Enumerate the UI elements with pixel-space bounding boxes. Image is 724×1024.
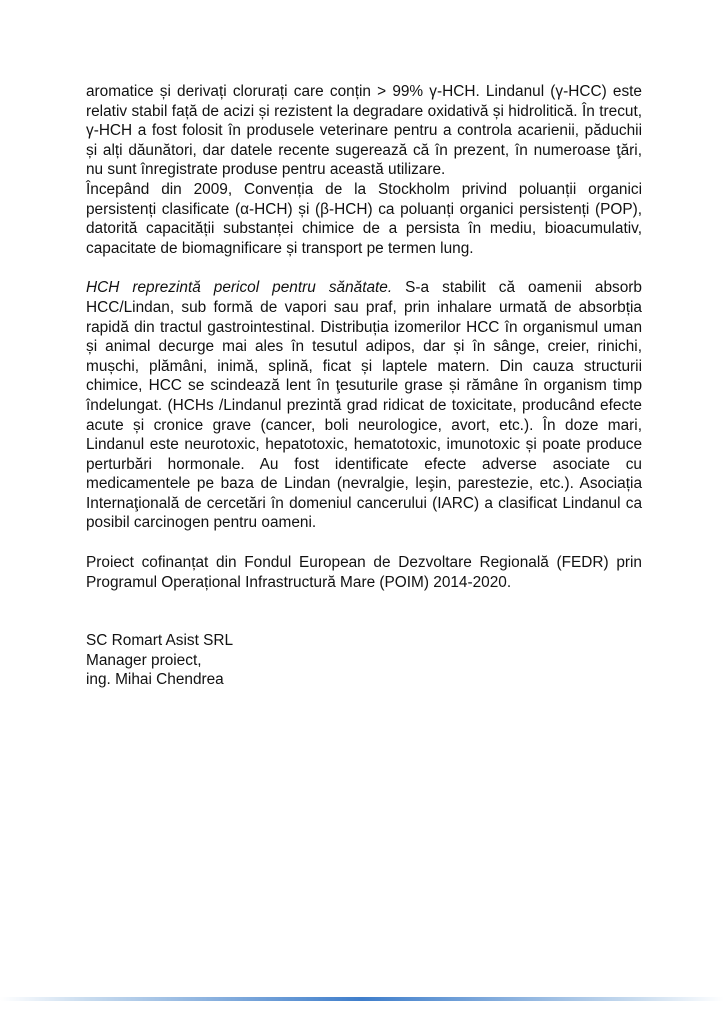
footer-divider xyxy=(0,997,724,1001)
health-risk-lead: HCH reprezintă pericol pentru sănătate. xyxy=(86,279,393,297)
document-page xyxy=(86,82,642,690)
signature-role: Manager proiect, xyxy=(86,651,202,669)
paragraph-stockholm-convention: Începând din 2009, Convenția de la Stockholm privind poluanții organici persistenți clasificate (α-HCH) și (β-HCH) ca poluanți organici persistenți (POP), datorită capacității substanței chimice de a persista în mediu, bioacumulativ, capacitate de biomagnificare și transport pe termen lung. xyxy=(86,180,642,257)
signature-company: SC Romart Asist SRL xyxy=(86,632,234,650)
paragraph-health-risks xyxy=(86,278,642,533)
health-risk-body: S-a stabilit că oamenii absorb HCC/Lindan, sub formă de vapori sau praf, prin inhalare urmată de absorbția rapidă din tractul gastrointestinal. Distribuția izomerilor HCC în organismul uman și animal decurge mai ales în tesutul adipos, dar și în sânge, creier, rinichi, mușchi, plămâni, inimă, splină, ficat și laptele matern. Din cauza structurii chimice, HCC se scindează lent în ţesuturile grase și rămâne în organism timp îndelungat. (HCHs /Lindanul prezintă grad ridicat de toxicitate, producând efecte acute și cronice grave (cancer, boli neurologice, avort, etc.). În doze mari, Lindanul este neurotoxic, hepatotoxic, hematotoxic, imunotoxic și poate produce perturbări hormonale. Au fost identificate efecte adverse asociate cu medicamentele pe baza de Lindan (nevralgie, leşin, parestezie, etc.). Asociația Internaţională de cercetări în domeniul cancerului (IARC) a clasificat Lindanul ca posibil carcinogen pentru oameni. xyxy=(86,279,642,532)
signature-name: ing. Mihai Chendrea xyxy=(86,671,224,689)
signature-block xyxy=(86,631,642,690)
paragraph-funding: Proiect cofinanțat din Fondul European de Dezvoltare Regională (FEDR) prin Programul Operațional Infrastructură Mare (POIM) 2014-2020. xyxy=(86,554,642,591)
paragraph-lindane-properties: aromatice și derivați clorurați care conțin > 99% γ-HCH. Lindanul (γ-HCC) este relativ stabil față de acizi și rezistent la degradare oxidativă și hidrolitică. În trecut, γ-HCH a fost folosit în produsele veterinare pentru a controla acarienii, păduchii și alți dăunători, dar datele recente sugerează că în prezent, în numeroase ţări, nu sunt înregistrate produse pentru această utilizare. xyxy=(86,83,642,179)
